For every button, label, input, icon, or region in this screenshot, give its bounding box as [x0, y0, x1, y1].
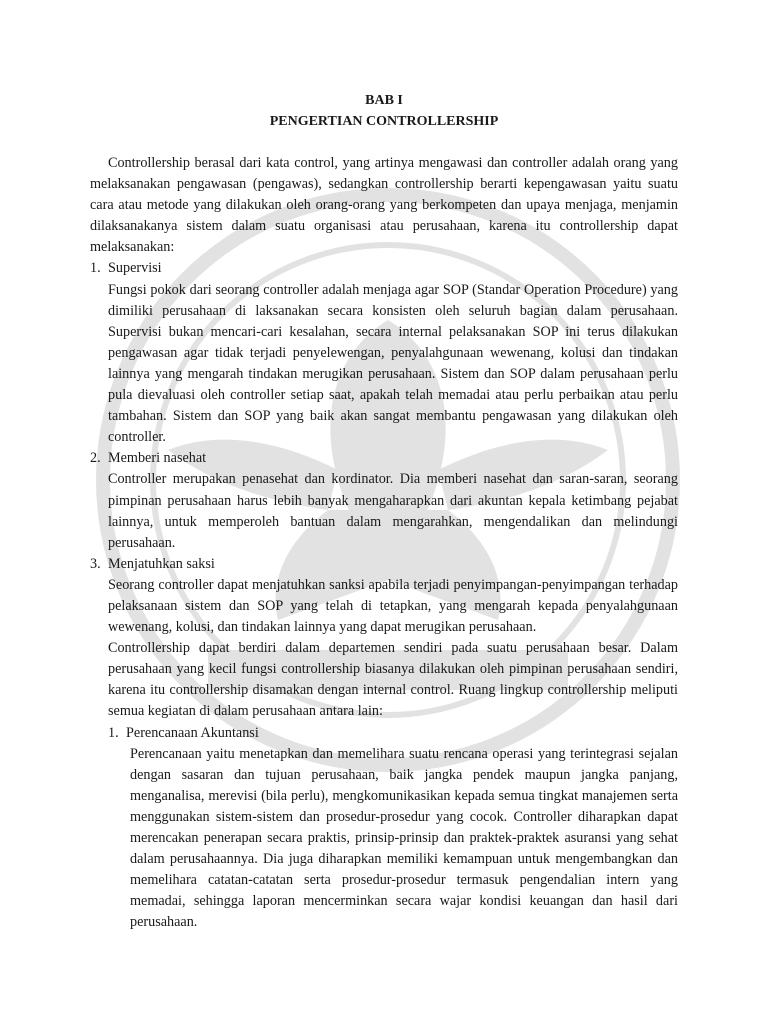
section-heading	[90, 448, 678, 469]
spacer	[90, 132, 678, 153]
section-number: 3.	[90, 555, 101, 572]
scope-item-1	[90, 723, 678, 934]
section-number: 2.	[90, 450, 101, 467]
page-title: PENGERTIAN CONTROLLERSHIP	[269, 114, 499, 129]
intro-paragraph: Controllership berasal dari kata control, yang artinya mengawasi dan controller adalah orang yang melaksanakan pengawasan (pengawas), sedangkan controllership berarti kepengawasan yaitu suatu cara atau metode yang dilakukan oleh orang-orang yang berkompeten dan upaya menjaga, menjamin dilaksanakanya sistem dalam suatu organisasi atau perusahaan, karena itu controllership dapat melaksanakan:	[90, 155, 678, 256]
chapter-label: BAB I	[365, 93, 403, 108]
section-body: Fungsi pokok dari seorang controller adalah menjaga agar SOP (Standar Operation Procedure) yang dimiliki perusahaan di laksanakan secara konsisten oleh seluruh bagian dalam perusahaan. Supervisi bukan mencari-cari kesalahan, secara internal pelaksanakan SOP ini terus dilakukan pengawasan agar tidak terjadi penyelewengan, penyalahgunaan wewenang, kolusi dan tindakan lainnya yang mengarah tindakan merugikan perusahaan. Sistem dan SOP dalam perusahaan perlu pula dievaluasi oleh controller setiap saat, apakah telah memadai atau perlu perbaikan atau perlu tambahan. Sistem dan SOP yang baik akan sangat membantu pengawasan yang dilakukan oleh controller.	[108, 281, 678, 446]
scope-item-title: Perencanaan Akuntansi	[126, 724, 259, 741]
scope-item-heading	[108, 723, 678, 744]
scope-item-body: Perencanaan yaitu menetapkan dan memelihara suatu rencana operasi yang terintegrasi sejalan dengan sasaran dan tujuan perusahaan, baik jangka pendek maupun jangka panjang, menganalisa, merevisi (bila perlu), mengkomunikasikan kepada semua tingkat manajemen serta menggunakan sistem-sistem dan prosedur-prosedur yang cocok. Controller diharapkan dapat merencakan penerapan secara praktis, prinsip-prinsip dan praktek-praktek asuransi yang sehat dalam perusahaannya. Dia juga diharapkan memiliki kemampuan untuk mengembangkan dan memelihara catatan-catatan serta prosedur-prosedur termasuk pengendalian intern yang memadai, sehingga laporan mencerminkan secara wajar kondisi keuangan dan hasil dari perusahaan.	[130, 745, 678, 931]
section-heading	[90, 258, 678, 279]
section-body: Seorang controller dapat menjatuhkan sanksi apabila terjadi penyimpangan-penyimpangan terhadap pelaksanaan sistem dan SOP yang telah di tetapkan, yang mengarah kepada penyalahgunaan wewenang, kolusi, dan tindakan lainnya yang dapat merugikan perusahaan.	[108, 576, 678, 636]
section-title: Supervisi	[108, 260, 162, 277]
section-2	[90, 448, 678, 553]
section-body: Controller merupakan penasehat dan kordinator. Dia memberi nasehat dan saran-saran, seorang pimpinan perusahaan harus lebih banyak mengaharapkan dari akuntan kepala ketimbang pejabat lainnya, untuk memperoleh bantuan dalam mengarahkan, mengendalikan dan melindungi perusahaan.	[108, 471, 678, 551]
scope-item-number: 1.	[108, 724, 119, 741]
section-1	[90, 258, 678, 448]
section-heading	[90, 554, 678, 575]
document-page	[90, 0, 678, 933]
section-3	[90, 554, 678, 638]
scope-paragraph: Controllership dapat berdiri dalam departemen sendiri pada suatu perusahaan besar. Dalam perusahaan yang kecil fungsi controllership biasanya dilakukan oleh pimpinan perusahaan sendiri, karena itu controllership disamakan dengan internal control. Ruang lingkup controllership meliputi semua kegiatan di dalam perusahaan antara lain:	[108, 640, 678, 720]
section-title: Menjatuhkan saksi	[108, 555, 215, 572]
section-number: 1.	[90, 260, 101, 277]
section-title: Memberi nasehat	[108, 450, 207, 467]
